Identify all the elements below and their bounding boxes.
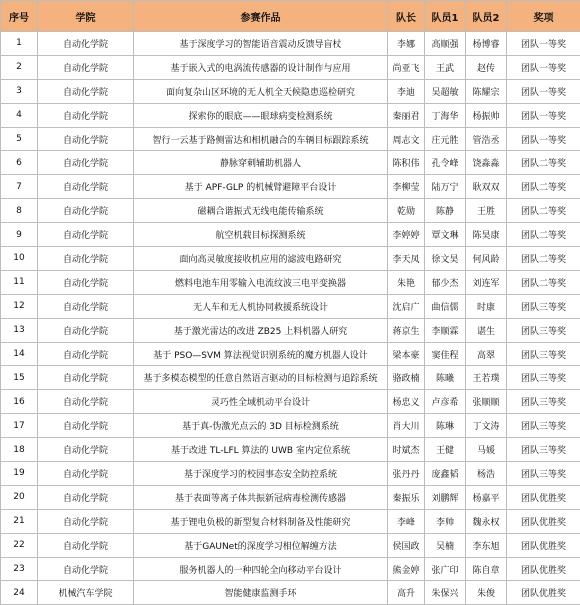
cell-member1: 庄元胜 bbox=[425, 127, 466, 151]
cell-member1: 吴超敏 bbox=[425, 79, 466, 103]
table-row bbox=[1, 557, 580, 581]
cell-award: 团队三等奖 bbox=[507, 366, 580, 390]
cell-member1: 朱保兴 bbox=[425, 581, 466, 605]
cell-member2: 杨浩 bbox=[466, 462, 507, 486]
cell-award: 团队优胜奖 bbox=[507, 509, 580, 533]
cell-college: 自动化学院 bbox=[38, 32, 134, 56]
table-row bbox=[1, 438, 580, 462]
table-row bbox=[1, 79, 580, 103]
cell-index: 12 bbox=[1, 294, 38, 318]
cell-college: 自动化学院 bbox=[38, 79, 134, 103]
cell-captain: 秦振乐 bbox=[388, 485, 425, 509]
cell-member2: 何风龄 bbox=[466, 247, 507, 271]
cell-captain: 周志文 bbox=[388, 127, 425, 151]
cell-work: 基于表面等离子体共振新冠病毒检测传感器 bbox=[134, 485, 388, 509]
cell-award: 团队二等奖 bbox=[507, 175, 580, 199]
cell-member1: 卢彦希 bbox=[425, 390, 466, 414]
cell-member1: 吴楠 bbox=[425, 533, 466, 557]
cell-member2: 李东旭 bbox=[466, 533, 507, 557]
cell-member2: 丁文涛 bbox=[466, 414, 507, 438]
cell-member2: 陈昊康 bbox=[466, 223, 507, 247]
cell-member2: 王若璞 bbox=[466, 366, 507, 390]
cell-work: 灵巧性全域机动平台设计 bbox=[134, 390, 388, 414]
cell-captain: 李迪 bbox=[388, 79, 425, 103]
table-row bbox=[1, 509, 580, 533]
cell-index: 13 bbox=[1, 318, 38, 342]
table-row bbox=[1, 270, 580, 294]
cell-index: 16 bbox=[1, 390, 38, 414]
cell-member1: 郁少杰 bbox=[425, 270, 466, 294]
cell-member2: 杨振帅 bbox=[466, 103, 507, 127]
table-row bbox=[1, 127, 580, 151]
cell-work: 基于GAUNet的深度学习相位解缠方法 bbox=[134, 533, 388, 557]
cell-captain: 陈积伟 bbox=[388, 151, 425, 175]
table-row bbox=[1, 462, 580, 486]
cell-college: 自动化学院 bbox=[38, 438, 134, 462]
cell-work: 智能健康监测手环 bbox=[134, 581, 388, 605]
cell-college: 自动化学院 bbox=[38, 557, 134, 581]
cell-captain: 乾勋 bbox=[388, 199, 425, 223]
cell-college: 自动化学院 bbox=[38, 533, 134, 557]
cell-member2: 高翠 bbox=[466, 342, 507, 366]
cell-index: 6 bbox=[1, 151, 38, 175]
cell-award: 团队一等奖 bbox=[507, 32, 580, 56]
cell-award: 团队二等奖 bbox=[507, 270, 580, 294]
cell-work: 基于改进 TL-LFL 算法的 UWB 室内定位系统 bbox=[134, 438, 388, 462]
cell-college: 自动化学院 bbox=[38, 151, 134, 175]
cell-college: 自动化学院 bbox=[38, 366, 134, 390]
cell-work: 无人车和无人机协同救援系统设计 bbox=[134, 294, 388, 318]
cell-captain: 熊金婷 bbox=[388, 557, 425, 581]
cell-member2: 魏永权 bbox=[466, 509, 507, 533]
cell-index: 22 bbox=[1, 533, 38, 557]
cell-member1: 王武 bbox=[425, 55, 466, 79]
header-member2: 队员2 bbox=[466, 1, 507, 32]
cell-member2: 时康 bbox=[466, 294, 507, 318]
header-college: 学院 bbox=[38, 1, 134, 32]
cell-index: 5 bbox=[1, 127, 38, 151]
cell-member1: 陈琳 bbox=[425, 414, 466, 438]
cell-work: 面向复杂山区环境的无人机全天候隐患巡检研究 bbox=[134, 79, 388, 103]
cell-member2: 朱俊 bbox=[466, 581, 507, 605]
cell-work: 燃料电池车用零输入电流纹波三电平变换器 bbox=[134, 270, 388, 294]
cell-index: 23 bbox=[1, 557, 38, 581]
cell-member1: 张广印 bbox=[425, 557, 466, 581]
cell-index: 20 bbox=[1, 485, 38, 509]
cell-member1: 徐文昊 bbox=[425, 247, 466, 271]
cell-member1: 李帅 bbox=[425, 509, 466, 533]
cell-work: 基于嵌入式的电涡流传感器的设计制作与应用 bbox=[134, 55, 388, 79]
cell-member2: 陈自章 bbox=[466, 557, 507, 581]
cell-member2: 饶淼淼 bbox=[466, 151, 507, 175]
cell-college: 自动化学院 bbox=[38, 199, 134, 223]
cell-captain: 蒋京生 bbox=[388, 318, 425, 342]
cell-index: 18 bbox=[1, 438, 38, 462]
cell-award: 团队优胜奖 bbox=[507, 533, 580, 557]
cell-index: 4 bbox=[1, 103, 38, 127]
cell-college: 自动化学院 bbox=[38, 175, 134, 199]
cell-captain: 李婷婷 bbox=[388, 223, 425, 247]
cell-member2: 谌生 bbox=[466, 318, 507, 342]
cell-award: 团队优胜奖 bbox=[507, 557, 580, 581]
cell-member1: 庞鑫韬 bbox=[425, 462, 466, 486]
cell-member2: 杨博睿 bbox=[466, 32, 507, 56]
cell-member1: 陈静 bbox=[425, 199, 466, 223]
cell-index: 7 bbox=[1, 175, 38, 199]
table-row bbox=[1, 342, 580, 366]
cell-college: 自动化学院 bbox=[38, 127, 134, 151]
cell-captain: 尚亚飞 bbox=[388, 55, 425, 79]
table-row bbox=[1, 55, 580, 79]
cell-award: 团队三等奖 bbox=[507, 438, 580, 462]
cell-member1: 刘鹏辉 bbox=[425, 485, 466, 509]
header-index: 序号 bbox=[1, 1, 38, 32]
cell-college: 自动化学院 bbox=[38, 318, 134, 342]
cell-index: 21 bbox=[1, 509, 38, 533]
cell-member1: 陈曦 bbox=[425, 366, 466, 390]
cell-work: 基于深度学习的校园事态安全防控系统 bbox=[134, 462, 388, 486]
cell-index: 14 bbox=[1, 342, 38, 366]
cell-member2: 张顺顺 bbox=[466, 390, 507, 414]
cell-captain: 张丹丹 bbox=[388, 462, 425, 486]
cell-award: 团队优胜奖 bbox=[507, 581, 580, 605]
table-row bbox=[1, 366, 580, 390]
cell-work: 探索你的眼底——眼球病变检测系统 bbox=[134, 103, 388, 127]
cell-college: 自动化学院 bbox=[38, 462, 134, 486]
cell-member2: 陈耀宗 bbox=[466, 79, 507, 103]
cell-index: 9 bbox=[1, 223, 38, 247]
cell-award: 团队二等奖 bbox=[507, 247, 580, 271]
cell-captain: 侯国政 bbox=[388, 533, 425, 557]
cell-college: 自动化学院 bbox=[38, 390, 134, 414]
cell-member1: 覃文琳 bbox=[425, 223, 466, 247]
cell-award: 团队二等奖 bbox=[507, 223, 580, 247]
cell-captain: 秦丽君 bbox=[388, 103, 425, 127]
cell-captain: 沈启广 bbox=[388, 294, 425, 318]
cell-member2: 管浩丞 bbox=[466, 127, 507, 151]
cell-award: 团队三等奖 bbox=[507, 318, 580, 342]
cell-member1: 曲信儒 bbox=[425, 294, 466, 318]
table-body bbox=[1, 32, 580, 605]
table-row bbox=[1, 485, 580, 509]
cell-member1: 丁海华 bbox=[425, 103, 466, 127]
cell-index: 2 bbox=[1, 55, 38, 79]
cell-work: 基于多模态模型的任意自然语言驱动的目标检测与追踪系统 bbox=[134, 366, 388, 390]
cell-award: 团队三等奖 bbox=[507, 414, 580, 438]
cell-member1: 李顺霖 bbox=[425, 318, 466, 342]
cell-award: 团队二等奖 bbox=[507, 151, 580, 175]
table-row bbox=[1, 199, 580, 223]
cell-index: 10 bbox=[1, 247, 38, 271]
header-award: 奖项 bbox=[507, 1, 580, 32]
cell-member2: 杨嘉平 bbox=[466, 485, 507, 509]
cell-member1: 陆万宁 bbox=[425, 175, 466, 199]
cell-work: 基于真-伪激光点云的 3D 目标检测系统 bbox=[134, 414, 388, 438]
cell-award: 团队优胜奖 bbox=[507, 485, 580, 509]
cell-award: 团队一等奖 bbox=[507, 79, 580, 103]
cell-award: 团队三等奖 bbox=[507, 342, 580, 366]
table-row bbox=[1, 318, 580, 342]
cell-captain: 骆政楠 bbox=[388, 366, 425, 390]
cell-member2: 王胜 bbox=[466, 199, 507, 223]
cell-college: 自动化学院 bbox=[38, 223, 134, 247]
cell-work: 基于激光雷达的改进 ZB25 上料机器人研究 bbox=[134, 318, 388, 342]
cell-college: 自动化学院 bbox=[38, 414, 134, 438]
cell-award: 团队三等奖 bbox=[507, 462, 580, 486]
cell-index: 17 bbox=[1, 414, 38, 438]
table-row bbox=[1, 103, 580, 127]
cell-college: 自动化学院 bbox=[38, 103, 134, 127]
cell-work: 基于深度学习的智能语音震动反馈导盲杖 bbox=[134, 32, 388, 56]
table-row bbox=[1, 151, 580, 175]
table-row bbox=[1, 581, 580, 605]
cell-college: 自动化学院 bbox=[38, 485, 134, 509]
table-row bbox=[1, 247, 580, 271]
cell-work: 静脉穿刺辅助机器人 bbox=[134, 151, 388, 175]
cell-college: 自动化学院 bbox=[38, 509, 134, 533]
cell-member2: 刘连军 bbox=[466, 270, 507, 294]
cell-member1: 高顺强 bbox=[425, 32, 466, 56]
table-row bbox=[1, 223, 580, 247]
cell-college: 自动化学院 bbox=[38, 55, 134, 79]
cell-captain: 高升 bbox=[388, 581, 425, 605]
cell-college: 机械汽车学院 bbox=[38, 581, 134, 605]
header-work: 参赛作品 bbox=[134, 1, 388, 32]
cell-captain: 李峰 bbox=[388, 509, 425, 533]
cell-index: 15 bbox=[1, 366, 38, 390]
table-row bbox=[1, 390, 580, 414]
cell-college: 自动化学院 bbox=[38, 270, 134, 294]
cell-index: 19 bbox=[1, 462, 38, 486]
cell-captain: 李柳莹 bbox=[388, 175, 425, 199]
cell-work: 智行一云基于路侧雷达和相机融合的车辆目标跟踪系统 bbox=[134, 127, 388, 151]
cell-captain: 时斌杰 bbox=[388, 438, 425, 462]
cell-college: 自动化学院 bbox=[38, 342, 134, 366]
cell-work: 基于 APF-GLP 的机械臂避障平台设计 bbox=[134, 175, 388, 199]
cell-award: 团队三等奖 bbox=[507, 390, 580, 414]
cell-college: 自动化学院 bbox=[38, 294, 134, 318]
cell-award: 团队二等奖 bbox=[507, 199, 580, 223]
cell-index: 11 bbox=[1, 270, 38, 294]
cell-captain: 杨忠义 bbox=[388, 390, 425, 414]
cell-member1: 王健 bbox=[425, 438, 466, 462]
cell-member2: 耿双双 bbox=[466, 175, 507, 199]
cell-captain: 朱艳 bbox=[388, 270, 425, 294]
cell-member1: 窦佳程 bbox=[425, 342, 466, 366]
cell-college: 自动化学院 bbox=[38, 247, 134, 271]
header-row bbox=[1, 1, 580, 32]
cell-award: 团队一等奖 bbox=[507, 55, 580, 79]
cell-index: 8 bbox=[1, 199, 38, 223]
table-row bbox=[1, 533, 580, 557]
cell-member1: 孔令峰 bbox=[425, 151, 466, 175]
cell-award: 团队一等奖 bbox=[507, 127, 580, 151]
cell-member2: 马媛 bbox=[466, 438, 507, 462]
cell-work: 服务机器人的一种四轮全向移动平台设计 bbox=[134, 557, 388, 581]
cell-index: 24 bbox=[1, 581, 38, 605]
cell-work: 磁耦合谐振式无线电能传输系统 bbox=[134, 199, 388, 223]
table-row bbox=[1, 175, 580, 199]
cell-captain: 李娜 bbox=[388, 32, 425, 56]
cell-award: 团队三等奖 bbox=[507, 294, 580, 318]
table-row bbox=[1, 32, 580, 56]
cell-captain: 李天凤 bbox=[388, 247, 425, 271]
table-row bbox=[1, 294, 580, 318]
cell-work: 航空机载目标探测系统 bbox=[134, 223, 388, 247]
header-captain: 队长 bbox=[388, 1, 425, 32]
cell-captain: 梁本豪 bbox=[388, 342, 425, 366]
cell-work: 基于锂电负极的新型复合材料制备及性能研究 bbox=[134, 509, 388, 533]
cell-captain: 肖大川 bbox=[388, 414, 425, 438]
table-row bbox=[1, 414, 580, 438]
cell-work: 基于 PSO—SVM 算法视觉识别系统的魔方机器人设计 bbox=[134, 342, 388, 366]
cell-member2: 赵传 bbox=[466, 55, 507, 79]
cell-index: 1 bbox=[1, 32, 38, 56]
cell-index: 3 bbox=[1, 79, 38, 103]
cell-work: 面向高灵敏度接收机应用的滤波电路研究 bbox=[134, 247, 388, 271]
header-member1: 队员1 bbox=[425, 1, 466, 32]
cell-award: 团队一等奖 bbox=[507, 103, 580, 127]
